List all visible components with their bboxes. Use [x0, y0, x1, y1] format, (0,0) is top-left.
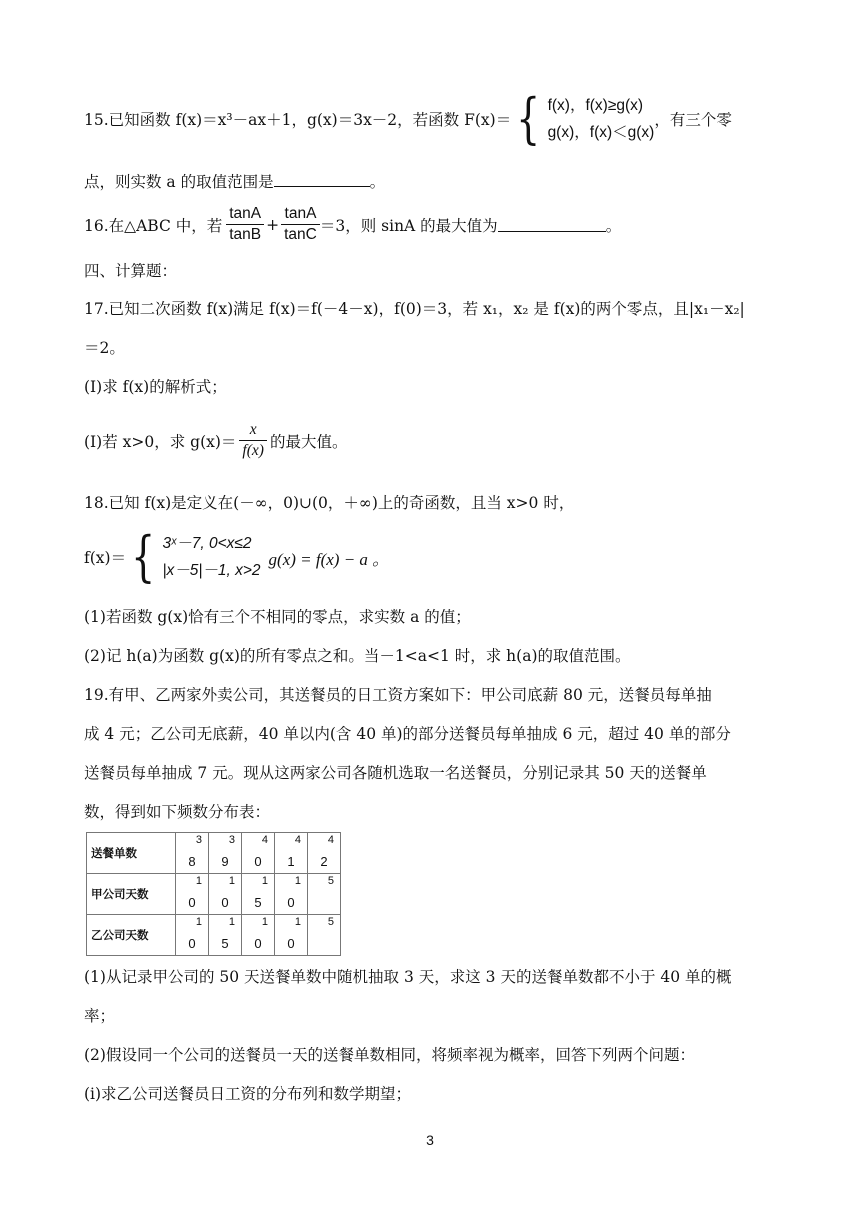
q15-suffix: ，有三个零	[654, 111, 732, 129]
row-header: 送餐单数	[87, 833, 176, 874]
table-cell: 4 1	[275, 833, 308, 874]
q15-case2: g(x)，f(x)＜g(x)	[547, 124, 655, 141]
q18-cases	[162, 530, 260, 584]
table-cell: 5	[308, 874, 341, 915]
page-number: 3	[426, 1132, 434, 1148]
q16-f1-denominator: tanB	[229, 226, 262, 243]
frequency-table	[86, 832, 341, 956]
q16-f2-numerator: tanA	[281, 204, 320, 225]
q19-line1: 19.有甲、乙两家外卖公司，其送餐员的日工资方案如下：甲公司底薪 80 元，送餐员每单抽	[84, 686, 712, 704]
section-heading: 四、计算题：	[84, 262, 178, 280]
q19-line2: 成 4 元；乙公司无底薪，40 单以内(含 40 单)的部分送餐员每单抽成 6 元，超过 40 单的部分	[84, 725, 731, 743]
q16-fraction-2	[281, 204, 320, 245]
q19-line3: 送餐员每单抽成 7 元。现从这两家公司各随机选取一名送餐员，分别记录其 50 天的送餐单	[84, 764, 707, 782]
q15-line2a: 点，则实数 a 的取值范围是	[84, 173, 274, 191]
table-cell: 3 9	[209, 833, 242, 874]
table-cell: 1 0	[176, 874, 209, 915]
q16-f1-numerator: tanA	[226, 204, 264, 225]
answer-blank-16[interactable]	[498, 217, 606, 232]
table-cell: 1 5	[242, 874, 275, 915]
q17-part1: (I)求 f(x)的解析式；	[84, 378, 227, 396]
q19-part2: (2)假设同一个公司的送餐员一天的送餐单数相同，将频率视为概率，回答下列两个问题：	[84, 1046, 695, 1064]
q19-part2-i: (i)求乙公司送餐员日工资的分布列和数学期望；	[84, 1085, 412, 1103]
q18-fx-label: f(x)＝	[84, 549, 127, 567]
q15-line2b: 。	[369, 173, 386, 191]
table-cell: 1 5	[209, 915, 242, 956]
q15-line2	[84, 171, 385, 193]
q16-fraction-1	[226, 204, 264, 245]
q17-p2-suffix: 的最大值。	[269, 432, 348, 451]
q18-case1: 3ˣ－7, 0<x≤2	[162, 535, 252, 552]
q17-line2: ＝2。	[84, 339, 125, 357]
q16-prefix: 16.在△ABC 中，若	[84, 216, 223, 235]
q15-line1	[84, 87, 732, 150]
q19-part1-line1: (1)从记录甲公司的 50 天送餐单数中随机抽取 3 天，求这 3 天的送餐单数都不小于 40 单的概	[84, 968, 732, 986]
q15-case1: f(x)，f(x)≥g(x)	[547, 97, 644, 114]
q16-line	[84, 204, 621, 245]
answer-blank-15[interactable]	[274, 172, 370, 187]
table-row	[87, 833, 341, 874]
row-header: 乙公司天数	[87, 915, 176, 956]
table-cell: 1 0	[176, 915, 209, 956]
q16-end: 。	[605, 216, 622, 235]
table-cell: 4 2	[308, 833, 341, 874]
q18-piecewise	[84, 525, 390, 588]
table-row	[87, 874, 341, 915]
q17-numerator: x	[239, 420, 267, 441]
q19-part1-line2: 率；	[84, 1007, 116, 1025]
table-cell: 5	[308, 915, 341, 956]
q18-part2: (2)记 h(a)为函数 g(x)的所有零点之和。当－1<a<1 时，求 h(a)的取值范围。	[84, 647, 631, 665]
q19-line4: 数，得到如下频数分布表：	[84, 803, 271, 821]
table-cell: 1 0	[275, 915, 308, 956]
q16-plus: +	[266, 215, 280, 234]
row-header: 甲公司天数	[87, 874, 176, 915]
table-cell: 4 0	[242, 833, 275, 874]
q17-line1: 17.已知二次函数 f(x)满足 f(x)＝f(－4－x)，f(0)＝3，若 x₁，x₂ 是 f(x)的两个零点，且|x₁－x₂|	[84, 300, 745, 318]
q18-line1: 18.已知 f(x)是定义在(－∞，0)∪(0，＋∞)上的奇函数，且当 x>0 时，	[84, 494, 575, 512]
q16-mid: ＝3，则 sinA 的最大值为	[319, 216, 498, 235]
q15-brace: {	[516, 87, 541, 150]
table-cell: 1 0	[209, 874, 242, 915]
table-cell: 1 0	[242, 915, 275, 956]
q16-f2-denominator: tanC	[284, 226, 317, 243]
q17-fraction	[239, 420, 267, 461]
table-row	[87, 915, 341, 956]
q18-brace: {	[131, 525, 156, 588]
q18-case2: |x－5|－1, x>2	[162, 562, 261, 579]
q18-part1: (1)若函数 g(x)恰有三个不相同的零点，求实数 a 的值；	[84, 608, 471, 626]
q17-part2	[84, 420, 347, 461]
table-cell: 3 8	[176, 833, 209, 874]
table-cell: 1 0	[275, 874, 308, 915]
q18-gx: g(x) = f(x) − a 。	[268, 549, 390, 569]
q17-p2-prefix: (I)若 x>0，求 g(x)＝	[84, 432, 237, 451]
q15-prefix: 15.已知函数 f(x)＝x³－ax＋1，g(x)＝3x－2，若函数 F(x)＝	[84, 111, 512, 129]
q17-denominator: f(x)	[242, 442, 264, 459]
q15-cases	[548, 92, 655, 146]
